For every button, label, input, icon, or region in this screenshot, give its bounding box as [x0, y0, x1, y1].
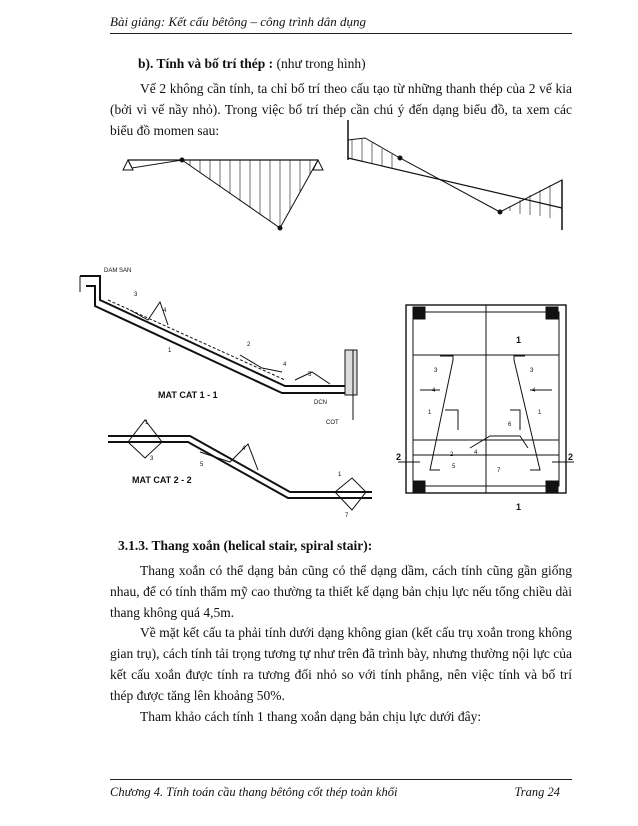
s22-bar-3: 3: [150, 456, 154, 462]
moment-diagram-2: [348, 120, 562, 230]
plan-view: [398, 305, 574, 493]
plan-bar-4a: 4: [432, 388, 436, 394]
page-footer: [110, 779, 572, 800]
plan-cut-1-top: 1: [516, 335, 522, 345]
plan-bar-7: 7: [497, 468, 501, 474]
section-2-2: [108, 420, 372, 510]
plan-bar-1a: 1: [428, 410, 432, 416]
dcn-label: DCN: [314, 400, 327, 406]
section-313-p1: Thang xoắn có thể dạng bản cũng có thể dạng dầm, cách tính cũng gần giống nhau, để có tính thẩm mỹ cao thường ta thiết kế dạng bản chịu lực nếu tổng chiều dài thang không quá 4,5m.: [110, 563, 572, 620]
section-b-note: (như trong hình): [273, 56, 366, 71]
s11-bar-1: 1: [168, 348, 172, 354]
s11-bar-2: 2: [247, 342, 251, 348]
mat-cat-2-label: MAT CAT 2 - 2: [132, 475, 192, 485]
s22-bar-7: 7: [345, 513, 349, 519]
section-1-1: [80, 276, 357, 420]
s11-bar-5: 5: [308, 372, 312, 378]
mat-cat-1-label: MAT CAT 1 - 1: [158, 390, 218, 400]
s22-bar-5: 5: [200, 462, 204, 468]
section-313-p3: Tham khảo cách tính 1 thang xoắn dạng bản chịu lực dưới đây:: [140, 709, 482, 724]
s11-bar-4b: 4: [283, 362, 287, 368]
plan-bar-2: 2: [450, 452, 454, 458]
header-title: Bài giảng: Kết cấu bêtông – công trình dân dụng: [110, 14, 367, 29]
s11-bar-3: 3: [134, 292, 138, 298]
page-number: Trang 24: [514, 785, 560, 799]
s22-bar-4: 4: [242, 446, 246, 452]
section-b-heading: b). Tính và bố trí thép :: [138, 56, 274, 71]
plan-bar-3b: 3: [530, 368, 534, 374]
plan-bar-1b: 1: [538, 410, 542, 416]
plan-cut-2-right: 2: [568, 452, 574, 462]
section-313-p2: Về mặt kết cấu ta phải tính dưới dạng không gian (kết cấu trụ xoắn trong không gian trụ), cách tính tải trọng tương tự như trên đã trình bày, nhưng thường nội lực của kết cấu xoắn được tính ra tương đối nhỏ so với tính phẳng, nên việc tính và bố trí thép được tăng lên khoảng 50%.: [110, 625, 572, 703]
plan-cut-1-bottom: 1: [516, 502, 522, 512]
s22-bar-1a: 1: [145, 420, 149, 426]
footer-text: Chương 4. Tính toán cầu thang bêtông cốt thép toàn khối: [110, 785, 398, 799]
plan-bar-4c: 4: [474, 450, 478, 456]
dam-san-label: DAM SAN: [104, 268, 132, 274]
plan-bar-6: 6: [508, 422, 512, 428]
s22-bar-1b: 1: [338, 472, 342, 478]
cot-label: COT: [326, 420, 339, 426]
plan-cut-2-left: 2: [396, 452, 402, 462]
plan-bar-5: 5: [452, 464, 456, 470]
s11-bar-4a: 4: [163, 308, 167, 314]
section-b-paragraph: Vế 2 không cần tính, ta chỉ bố trí theo cấu tạo từ những thanh thép của 2 vế kia (bởi vì vế nầy nhỏ). Trong việc bố trí thép cần chú ý đến dạng biểu đồ, ta xem các biểu đồ momen sau:: [110, 81, 572, 138]
section-313-heading: 3.1.3. Thang xoắn (helical stair, spiral stair):: [118, 538, 373, 553]
moment-diagram-1: [123, 158, 323, 230]
plan-bar-3a: 3: [434, 368, 438, 374]
plan-bar-4b: 4: [532, 388, 536, 394]
